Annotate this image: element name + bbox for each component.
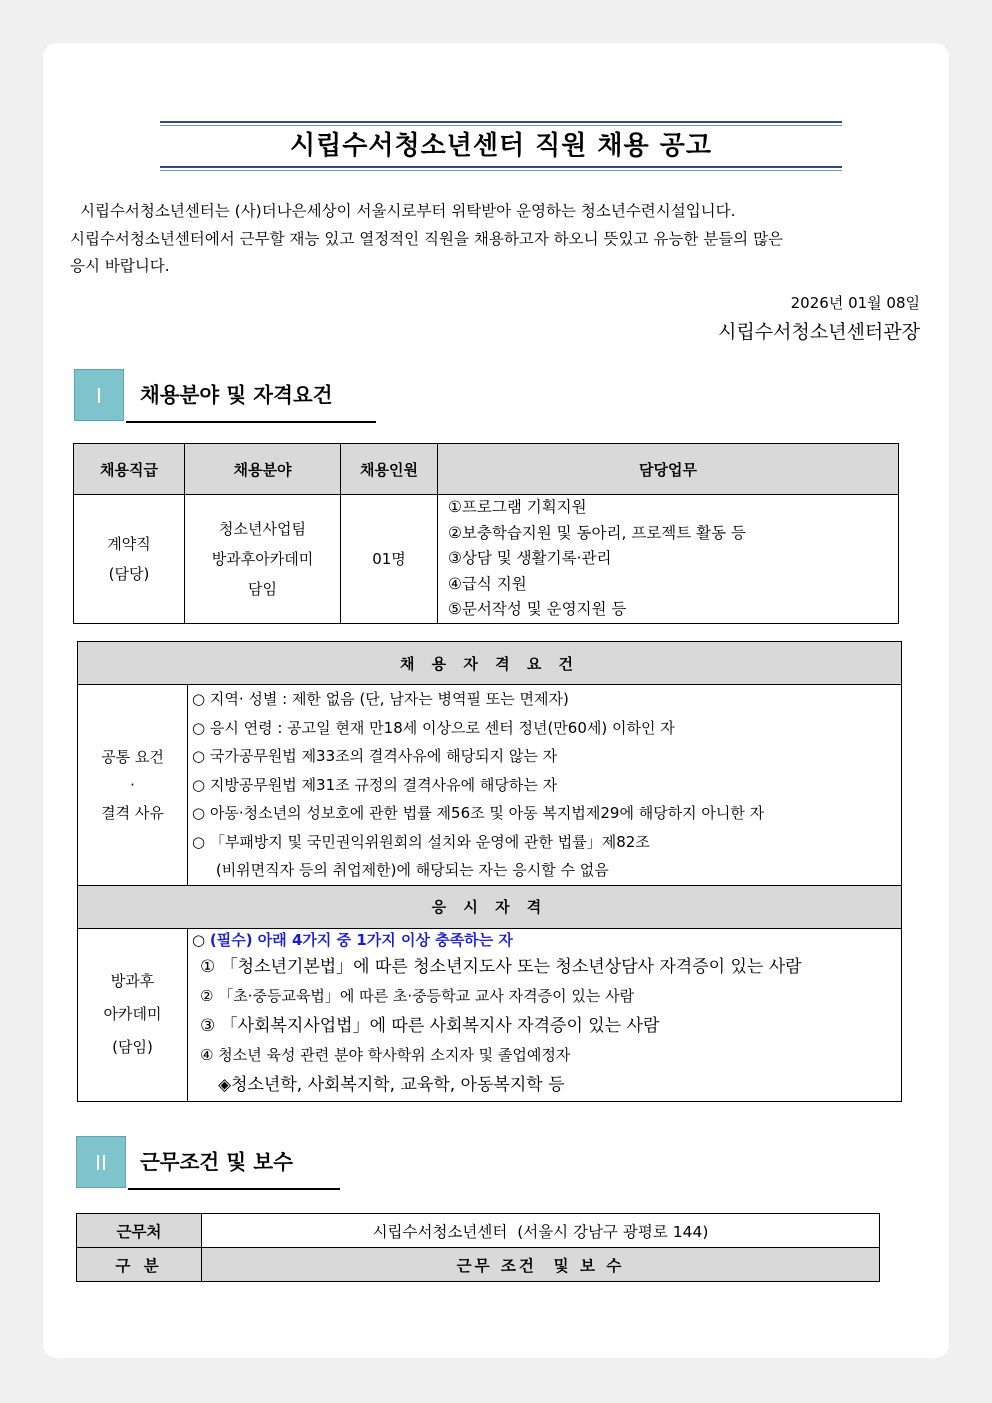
recruit-table	[73, 443, 899, 624]
apply-note: ◈청소년학, 사회복지학, 교육학, 아동복지학 등	[218, 1074, 565, 1095]
duty-item: ①프로그램 기획지원	[448, 498, 587, 516]
section-1-badge: I	[74, 369, 124, 421]
apply-label-line: 아카데미	[103, 1005, 162, 1023]
header-grade: 채용직급	[74, 444, 185, 495]
cell-duties	[438, 495, 899, 624]
field-line: 청소년사업팀	[219, 519, 306, 538]
section-1-underline	[126, 421, 376, 423]
header-count: 채용인원	[341, 444, 438, 495]
cell-field	[185, 495, 341, 624]
work-place-value: 시립수서청소년센터 (서울시 강남구 광평로 144)	[202, 1214, 880, 1248]
apply-item: ④ 청소년 육성 관련 분야 학사학위 소지자 및 졸업예정자	[200, 1046, 571, 1064]
apply-item: ① 「청소년기본법」에 따른 청소년지도사 또는 청소년상담사 자격증이 있는 사람	[200, 956, 802, 977]
apply-item: ② 「초·중등교육법」에 따른 초·중등학교 교사 자격증이 있는 사람	[200, 987, 635, 1005]
field-line: 방과후아카데미	[211, 549, 314, 568]
title-rule-top	[160, 121, 842, 126]
section-1-title: 채용분야 및 자격요건	[140, 383, 333, 407]
duty-item: ⑤문서작성 및 운영지원 등	[448, 600, 627, 618]
field-line: 담임	[248, 579, 277, 598]
section-2-title: 근무조건 및 보수	[140, 1150, 293, 1174]
duty-item: ④급식 지원	[448, 574, 527, 593]
common-item: ○ 지역· 성별 : 제한 없음 (단, 남자는 병역필 또는 면제자)	[192, 690, 569, 708]
apply-item: ③ 「사회복지사업법」에 따른 사회복지사 자격증이 있는 사람	[200, 1015, 660, 1036]
common-label	[78, 685, 188, 886]
section-1-heading	[74, 369, 376, 421]
apply-label-line: 방과후	[110, 972, 155, 990]
section-2-heading	[76, 1136, 340, 1188]
common-item: ○ 응시 연령 : 공고일 현재 만18세 이상으로 센터 정년(만60세) 이하인 자	[192, 718, 675, 737]
qualification-table	[77, 641, 902, 1102]
cell-count: 01명	[341, 495, 438, 624]
intro-line-2: 시립수서청소년센터에서 근무할 재능 있고 열정적인 직원을 채용하고자 하오니 뜻있고 유능한 분들의 많은	[70, 229, 784, 248]
common-items	[188, 685, 902, 886]
issuer: 시립수서청소년센터관장	[718, 321, 920, 343]
title-block	[160, 121, 842, 171]
common-label-line: 공통 요건	[101, 747, 164, 766]
section-2-badge: II	[76, 1136, 126, 1188]
division-value: 근무 조건 및 보 수	[202, 1248, 880, 1282]
division-label: 구 분	[77, 1248, 202, 1282]
cell-grade	[74, 495, 185, 624]
work-place-label: 근무처	[77, 1214, 202, 1248]
common-label-line: 결격 사유	[101, 803, 164, 822]
work-conditions-table	[76, 1213, 880, 1282]
apply-lead-text: (필수) 아래 4가지 중 1가지 이상 충족하는 자	[209, 930, 513, 949]
grade-line: (담당)	[108, 564, 150, 583]
apply-label-line: (담임)	[112, 1038, 153, 1056]
grade-line: 계약직	[107, 534, 151, 553]
apply-items	[188, 928, 902, 1101]
apply-label	[78, 928, 188, 1101]
section-2-underline	[128, 1188, 340, 1190]
intro-text	[70, 198, 910, 281]
intro-line-3: 응시 바랍니다.	[70, 257, 170, 275]
intro-line-1: 시립수서청소년센터는 (사)더나은세상이 서울시로부터 위탁받아 운영하는 청소년수련시설입니다.	[80, 202, 736, 220]
notice-date: 2026년 01월 08일	[790, 294, 920, 312]
title-rule-bottom	[160, 166, 842, 171]
apply-lead-bullet: ○	[192, 930, 210, 949]
apply-lead	[192, 929, 901, 953]
common-item: ○ 아동·청소년의 성보호에 관한 법률 제56조 및 아동 복지법제29에 해당하지 아니한 자	[192, 804, 765, 822]
apply-header: 응 시 자 격	[78, 885, 902, 928]
common-item: ○ 국가공무원법 제33조의 결격사유에 해당되지 않는 자	[192, 747, 558, 765]
header-field: 채용분야	[185, 444, 341, 495]
qualification-header: 채 용 자 격 요 건	[78, 642, 902, 685]
page-title: 시립수서청소년센터 직원 채용 공고	[290, 131, 712, 161]
common-label-line: ·	[130, 775, 135, 794]
duty-item: ③상담 및 생활기록·관리	[448, 549, 612, 567]
duty-item: ②보충학습지원 및 동아리, 프로젝트 활동 등	[448, 523, 746, 542]
common-item: (비위면직자 등의 취업제한)에 해당되는 자는 응시할 수 없음	[192, 861, 609, 879]
common-item: ○ 「부패방지 및 국민권익위원회의 설치와 운영에 관한 법률」제82조	[192, 832, 650, 851]
header-duties: 담당업무	[438, 444, 899, 495]
common-item: ○ 지방공무원법 제31조 규정의 결격사유에 해당하는 자	[192, 775, 558, 794]
